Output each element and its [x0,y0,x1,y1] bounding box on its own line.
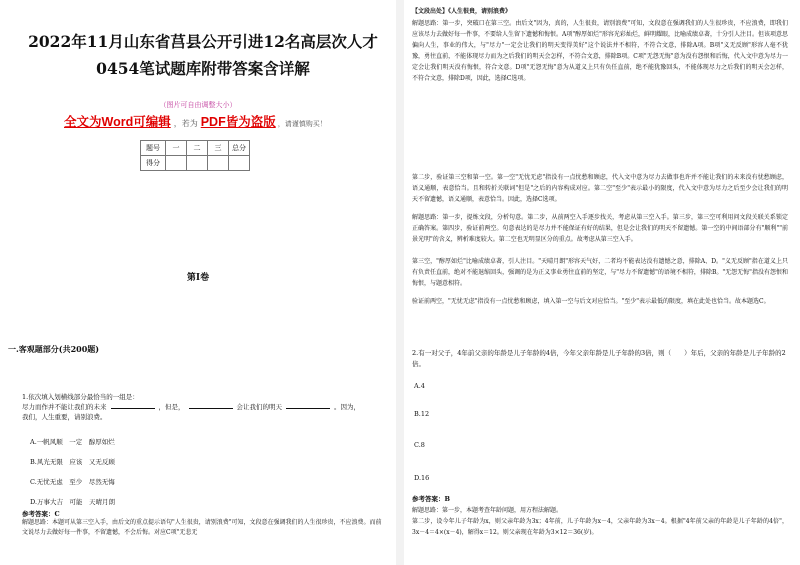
blank-line [111,408,155,409]
image-tip: （图片可自由调整大小） [159,101,237,109]
document-title: 2022年11月山东省莒县公开引进12名高层次人才0454笔试题库附带答案含详解 [28,32,378,78]
pdf-piracy-note[interactable]: PDF皆为盗版 [200,115,276,129]
table-cell: 一 [166,141,187,156]
explanation-paragraph: 解题思路：第一步，突破口在第三空。由后文"因为，真的，人生很贵，请别浪费"可知，文段意在强调我们的人生很珍贵，不应浪费，即我们应该尽力去做好每一件事，不要给人生留下遗憾和悔恨。A项"醇厚如烂"形容光彩灿烂，鲜明耀眼，比喻成绩卓著，十分引人注目。但该项意思偏向人生，事业的伟大，与"尽力"一定会让我们的明天变得美好"这个说法并不相符，不符合文意，排除A项。B项"义无反顾"形容人毫不犹豫，勇往直前，不能体现尽力而为之后我们的明天会怎样，不符合文意，排除B项。C项"无怨无悔"意为没有怨恨和后悔，代入文中意为尽力一定会让我们明天没有悔恨，符合文意。D项"无怨无悔"意为从道义上只有负任直前，绝不能犹豫回头，不能体现尽力之后我们的明天会怎样，不符合文意，排除D项，因此，选择C选项。 [412,20,788,82]
volume-heading: 第I卷 [186,273,210,283]
question-2-stem: 2.有一对父子，4年前父亲的年龄是儿子年龄的4倍，今年父亲年龄是儿子年龄的3倍，则（ ）年后，父亲的年龄是儿子年龄的2倍。 [412,349,786,368]
source-line: 【文段出处】《人生很贵，请别浪费》 [412,8,512,15]
table-cell: 三 [208,141,229,156]
word-editable-note[interactable]: 全文为Word可编辑 [64,115,171,129]
section-heading: 一.客观题部分(共200题) [8,344,100,354]
explanation-paragraph: 验证前两空，"无忧无虑"指没有一点忧愁和顾虑，填入第一空与后文对应恰当。"至少"表示最低的限度，填在此处也恰当。故本题选C。 [412,298,770,305]
option-a[interactable]: A.4 [414,382,425,390]
text-segment: 尽力而作并不能让我们的未来 [22,403,107,411]
text-segment: 。因为， [334,403,360,411]
table-cell [208,156,229,171]
explanation-1: 解题思路：本题可从第三空入手，由后文的重点提示语句"人生很贵，请别浪费"可知，文段意在强调我们的人生很珍贵，不应浪费。而前文说尽力去做好每一件事，不留遗憾，不会后悔。对应C项"无悲无 [22,519,382,536]
text-segment: ，但是， [158,403,185,411]
table-cell: 二 [187,141,208,156]
blank-line [286,408,330,409]
explanation-paragraph: 第二步，验证第三空和第一空。第一空"无忧无虑"指没有一点忧愁和顾虑，代入文中意为尽力去做事也许并不能让我们的未来没有忧愁顾虑，语义通顺，表意恰当。且和转折关联词"但是"之后的内容构成对应。第二空"至少"表示最小的限度，代入文中意为尽力之后至少会让我们的明天不留遗憾，语义通顺，表意恰当。因此，选择C选项。 [412,174,788,203]
option-b[interactable]: B.12 [414,410,430,418]
table-cell [229,156,250,171]
page-gutter [396,0,404,565]
table-row [141,141,250,156]
explanation-paragraph: 第三空，"醇厚如烂"比喻成绩卓著，引人注目。"天晴月朗"形容天气好，二者均不能表达没有遗憾之意，排除A、D。"义无反顾"指在道义上只有负责任直前，绝对不能退缩回头，强调的是为正义事业勇往直前的坚定，与"尽力不留遗憾"的语境不相符，排除B。"无怨无悔"指没有怨恨和悔恨，与题意相符。 [412,258,788,287]
option-d[interactable]: D.万事大吉 可能 天晴月朗 [30,498,116,506]
answer-1: 参考答案：C [22,510,60,518]
score-table [140,140,250,171]
option-a[interactable]: A.一帆风顺 一定 醇厚如烂 [30,438,115,446]
blank-line [189,408,233,409]
editable-banner [64,114,327,132]
right-page [404,0,800,565]
table-cell: 得分 [141,156,166,171]
table-cell: 题号 [141,141,166,156]
question-1 [22,392,382,422]
table-cell [187,156,208,171]
option-c[interactable]: C.8 [414,441,425,449]
question-line: 我们，人生重要，请别浪费。 [22,413,107,421]
explanation-paragraph: 解题思路：第一步，提炼文段，分析句意。第二步，从前两空入手逐步找关，考虑从第三空入手。第三步，第三空可利用问文段关联关系锁定正确答案。第四步，验证前两空。句意表达的是尽力并不能保证有好的结果，但是会让我们的明天不留遗憾。第一空的中间语部分有"顺利""前景光明"的含义，辨析难度较大。第二空也无明显区分的重点。故考虑从第三空入手。 [412,214,788,243]
option-d[interactable]: D.16 [414,474,430,482]
explanation-2-line: 第二步，设今年儿子年龄为x，则父亲年龄为3x；4年前，儿子年龄为x－4，父亲年龄为3x－4。根据"4年前父亲的年龄是儿子年龄的4倍"，3x－4＝4×(x－4)，解得x＝12。则父亲现在年龄为3×12＝36(岁)。 [412,518,788,536]
table-cell: 总分 [229,141,250,156]
option-b[interactable]: B.风光无限 应该 又无反顾 [30,458,115,466]
banner-warning: ，请谨慎购买！ [277,120,327,128]
answer-2: 参考答案：B [412,495,450,503]
banner-connector: ，若为 [173,119,198,128]
question-stem: 1.依次填入划横线部分最恰当的一组是： [22,393,139,401]
explanation-2-line: 解题思路：第一步，本题考查年龄问题，用方程法解题。 [412,507,563,514]
option-c[interactable]: C.无忧无虑 至少 尽然无悔 [30,478,115,486]
question-line [22,402,382,412]
text-segment: 会让我们的明天 [236,403,282,411]
table-row [141,156,250,171]
left-page [0,0,396,565]
table-cell [166,156,187,171]
